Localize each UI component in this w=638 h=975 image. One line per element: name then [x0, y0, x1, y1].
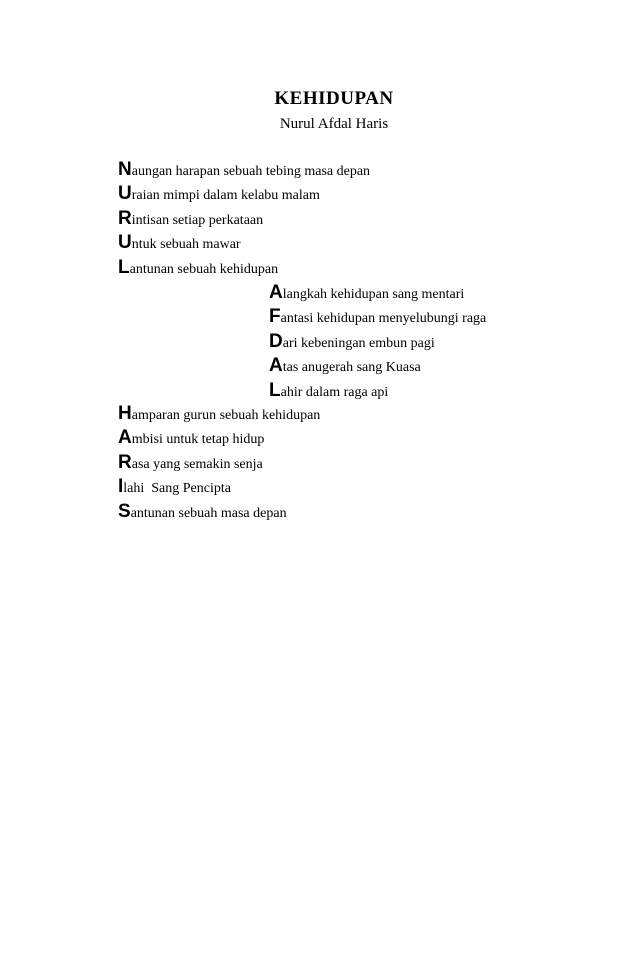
line-text: lahi Sang Pencipta [123, 481, 231, 497]
acrostic-initial: D [269, 330, 283, 352]
poem-line [118, 182, 370, 206]
stanza-1 [118, 158, 370, 280]
poem-line [118, 500, 320, 524]
line-text: asa yang semakin senja [131, 456, 263, 472]
acrostic-initial: L [269, 379, 281, 401]
acrostic-initial: R [118, 207, 132, 229]
acrostic-initial: S [118, 500, 131, 522]
acrostic-initial: R [118, 451, 132, 473]
poem-line [118, 158, 370, 182]
poem-line [118, 402, 320, 426]
acrostic-initial: U [118, 183, 132, 205]
line-text: ntuk sebuah mawar [131, 237, 241, 253]
line-text: antunan sebuah kehidupan [129, 261, 279, 277]
stanza-3 [118, 402, 320, 524]
line-text: amparan gurun sebuah kehidupan [131, 408, 321, 423]
acrostic-initial: A [269, 355, 283, 377]
line-text: langkah kehidupan sang mentari [282, 287, 465, 302]
line-text: antunan sebuah masa depan [130, 505, 287, 521]
poem-line [118, 451, 320, 475]
poem-title: KEHIDUPAN [274, 88, 394, 109]
line-text: ari kebeningan embun pagi [282, 335, 435, 351]
acrostic-initial: A [269, 282, 283, 303]
poem-line [269, 354, 486, 378]
poem-line [269, 330, 486, 354]
line-text: aungan harapan sebuah tebing masa depan [131, 164, 371, 179]
poem-line [118, 475, 320, 499]
acrostic-initial: L [118, 256, 130, 278]
line-text: raian mimpi dalam kelabu malam [131, 188, 320, 204]
acrostic-initial: H [118, 403, 132, 424]
stanza-2 [269, 281, 486, 403]
acrostic-initial: F [269, 306, 281, 328]
acrostic-initial: N [118, 159, 132, 180]
poem-line [269, 379, 486, 403]
poem-line [269, 305, 486, 329]
line-text: intisan setiap perkataan [131, 212, 264, 228]
poem-line [118, 426, 320, 450]
poem-author: Nurul Afdal Haris [279, 116, 389, 132]
acrostic-initial: I [118, 476, 124, 498]
poem-line [118, 207, 370, 231]
acrostic-initial: A [118, 427, 132, 449]
line-text: ahir dalam raga api [280, 384, 389, 400]
line-text: antasi kehidupan menyelubungi raga [280, 311, 487, 327]
line-text: mbisi untuk tetap hidup [131, 432, 265, 448]
acrostic-initial: U [118, 232, 132, 254]
poem-line [118, 256, 370, 280]
line-text: tas anugerah sang Kuasa [282, 360, 421, 376]
poem-line [269, 281, 486, 305]
poem-line [118, 231, 370, 255]
